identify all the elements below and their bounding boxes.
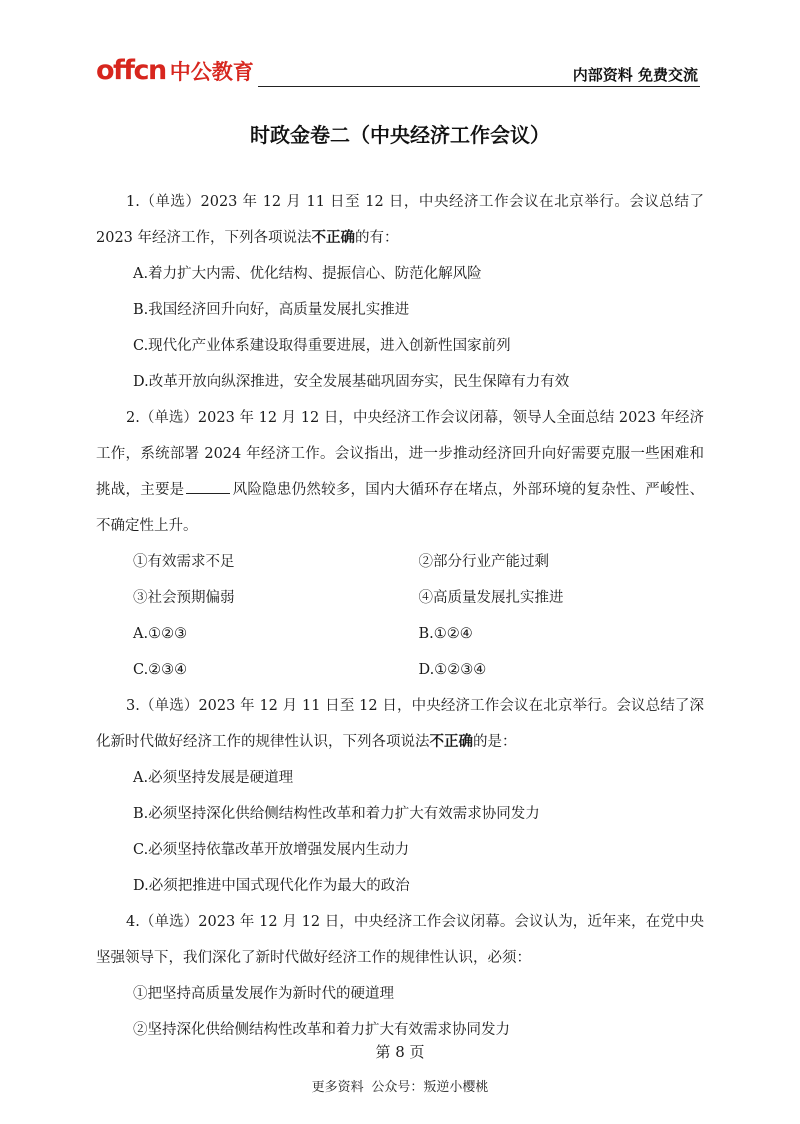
q4-item-1: ①把坚持高质量发展作为新时代的硬道理 [133, 986, 394, 1002]
q2-item-4: ④高质量发展扎实推进 [418, 590, 564, 606]
q1-option-a: A.着力扩大内需、优化结构、提振信心、防范化解风险 [133, 266, 482, 282]
q1-stem: 1.（单选）2023 年 12 月 11 日至 12 日，中央经济工作会议在北京举行。会议总结了 2023 年经济工作，下列各项说法 [96, 194, 704, 246]
document-title: 时政金卷二（中央经济工作会议） [250, 123, 550, 147]
page-number: 第 8 页 [375, 1043, 425, 1061]
q2-options-row-1 [96, 616, 704, 652]
q3-emphasis: 不正确 [429, 734, 473, 750]
q2-item-2: ②部分行业产能过剩 [418, 554, 549, 570]
q2-item-3: ③社会预期偏弱 [133, 590, 235, 606]
offcn-logo [96, 56, 254, 86]
question-3 [96, 688, 704, 760]
q2-stem-end: 风险隐患仍然较多，国内大循环存在堵点，外部环境的复杂性、严峻性、不确定性上升。 [96, 482, 704, 534]
q3-option-c: C.必须坚持依靠改革开放增强发展内生动力 [133, 842, 410, 858]
page-header [96, 54, 700, 88]
q3-stem-end: 的是： [473, 734, 517, 750]
q2-items-row-1 [96, 544, 704, 580]
question-1 [96, 184, 704, 256]
q3-stem: 3.（单选）2023 年 12 月 11 日至 12 日，中央经济工作会议在北京举行。会议总结了深化新时代做好经济工作的规律性认识，下列各项说法 [96, 698, 704, 750]
q2-option-c: C.②③④ [133, 662, 188, 678]
q1-emphasis: 不正确 [311, 230, 356, 246]
q2-option-d: D.①②③④ [418, 662, 487, 678]
question-2 [96, 400, 704, 544]
logo-en: offcn [96, 55, 166, 86]
logo-cn: 中公教育 [169, 60, 254, 84]
q2-option-b: B.①②④ [418, 626, 473, 642]
q3-option-d: D.必须把推进中国式现代化作为最大的政治 [133, 878, 410, 894]
question-4: 4.（单选）2023 年 12 月 12 日，中央经济工作会议闭幕。会议认为，近年来，在党中央坚强领导下，我们深化了新时代做好经济工作的规律性认识，必须： [96, 914, 704, 966]
q2-items-row-2 [96, 580, 704, 616]
q3-option-a: A.必须坚持发展是硬道理 [133, 770, 294, 786]
footer-note: 更多资料 公众号：叛逆小樱桃 [311, 1080, 489, 1095]
q1-option-d: D.改革开放向纵深推进，安全发展基础巩固夯实，民生保障有力有效 [133, 374, 570, 390]
q2-stem: 2.（单选）2023 年 12 月 12 日，中央经济工作会议闭幕，领导人全面总结 2023 年经济工作，系统部署 2024 年经济工作。会议指出，进一步推动经济回升向好需要克服一些困难和挑战，主要是 [96, 410, 704, 498]
q3-option-b: B.必须坚持深化供给侧结构性改革和着力扩大有效需求协同发力 [133, 806, 540, 822]
header-note: 内部资料 免费交流 [572, 66, 698, 84]
question-list [96, 184, 704, 1048]
q1-option-b: B.我国经济回升向好，高质量发展扎实推进 [133, 302, 410, 318]
answer-blank [186, 478, 230, 494]
q1-option-c: C.现代化产业体系建设取得重要进展，进入创新性国家前列 [133, 338, 511, 354]
q1-stem-end: 的有： [355, 230, 399, 246]
header-rule [258, 86, 700, 87]
q2-options-row-2 [96, 652, 704, 688]
q2-item-1: ①有效需求不足 [133, 554, 235, 570]
q2-option-a: A.①②③ [133, 626, 188, 642]
q4-item-2: ②坚持深化供给侧结构性改革和着力扩大有效需求协同发力 [133, 1022, 510, 1038]
